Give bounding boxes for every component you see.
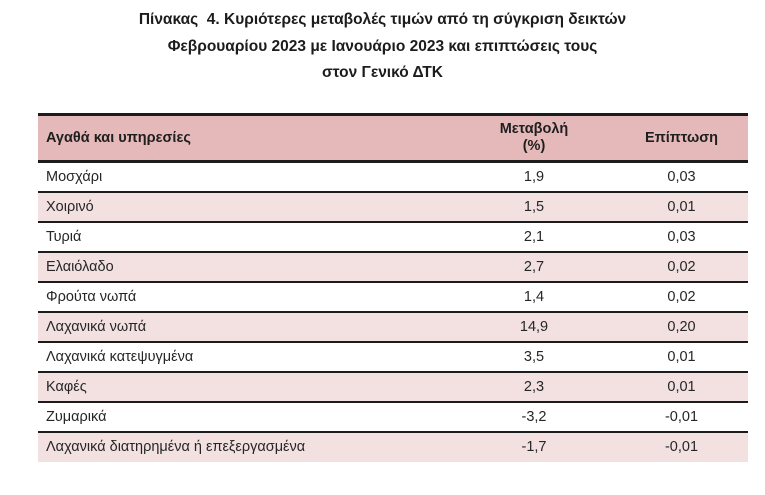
item-change: 2,7 — [453, 252, 615, 282]
column-header-impact: Επίπτωση — [615, 115, 748, 162]
table-row — [38, 432, 748, 462]
table-row — [38, 192, 748, 222]
item-name: Λαχανικά νωπά — [38, 312, 453, 342]
table-row — [38, 282, 748, 312]
column-header-change-unit: (%) — [522, 138, 546, 154]
item-change: 2,3 — [453, 372, 615, 402]
table-row — [38, 372, 748, 402]
item-impact: 0,01 — [615, 192, 748, 222]
item-impact: 0,03 — [667, 168, 696, 185]
item-name: Λαχανικά κατεψυγμένα — [38, 342, 453, 372]
item-impact: -0,01 — [615, 402, 748, 432]
table-row — [38, 402, 748, 432]
item-change: 3,5 — [453, 342, 615, 372]
table-title-line-1: Πίνακας 4. Κυριότερες μεταβολές τιμών από τη σύγκριση δεικτών — [138, 11, 627, 28]
price-changes-table — [38, 113, 748, 462]
item-name: Τυριά — [38, 222, 453, 252]
item-impact: -0,01 — [615, 432, 748, 462]
column-header-change-label: Μεταβολή — [499, 121, 569, 137]
table-row — [38, 252, 748, 282]
table-row — [38, 342, 748, 372]
item-impact: 0,02 — [615, 282, 748, 312]
table-row — [38, 162, 748, 192]
item-change: -1,7 — [453, 432, 615, 462]
item-change: 1,5 — [453, 192, 615, 222]
item-impact: 0,02 — [615, 252, 748, 282]
item-name: Λαχανικά διατηρημένα ή επεξεργασμένα — [38, 432, 453, 462]
item-change: -3,2 — [453, 402, 615, 432]
column-header-goods-services: Αγαθά και υπηρεσίες — [38, 115, 453, 162]
table-title-line-3: στον Γενικό ΔΤΚ — [322, 64, 443, 81]
item-change: 1,9 — [523, 168, 545, 185]
item-name: Καφές — [38, 372, 453, 402]
column-header-change-percent — [453, 115, 615, 162]
item-name: Φρούτα νωπά — [38, 282, 453, 312]
item-change: 1,4 — [453, 282, 615, 312]
table-row — [38, 312, 748, 342]
item-name: Ζυμαρικά — [38, 402, 453, 432]
table-title-line-2: Φεβρουαρίου 2023 με Ιανουάριο 2023 και επιπτώσεις τους — [167, 37, 598, 55]
item-name: Ελαιόλαδο — [38, 252, 453, 282]
item-change: 2,1 — [453, 222, 615, 252]
table-row — [38, 222, 748, 252]
item-name: Χοιρινό — [38, 192, 453, 222]
item-impact: 0,01 — [615, 342, 748, 372]
table-header-row — [38, 115, 748, 162]
item-impact: 0,20 — [615, 312, 748, 342]
table-title — [0, 7, 765, 87]
item-change: 14,9 — [453, 312, 615, 342]
item-impact: 0,03 — [615, 222, 748, 252]
item-name: Μοσχάρι — [46, 168, 103, 185]
item-impact: 0,01 — [615, 372, 748, 402]
